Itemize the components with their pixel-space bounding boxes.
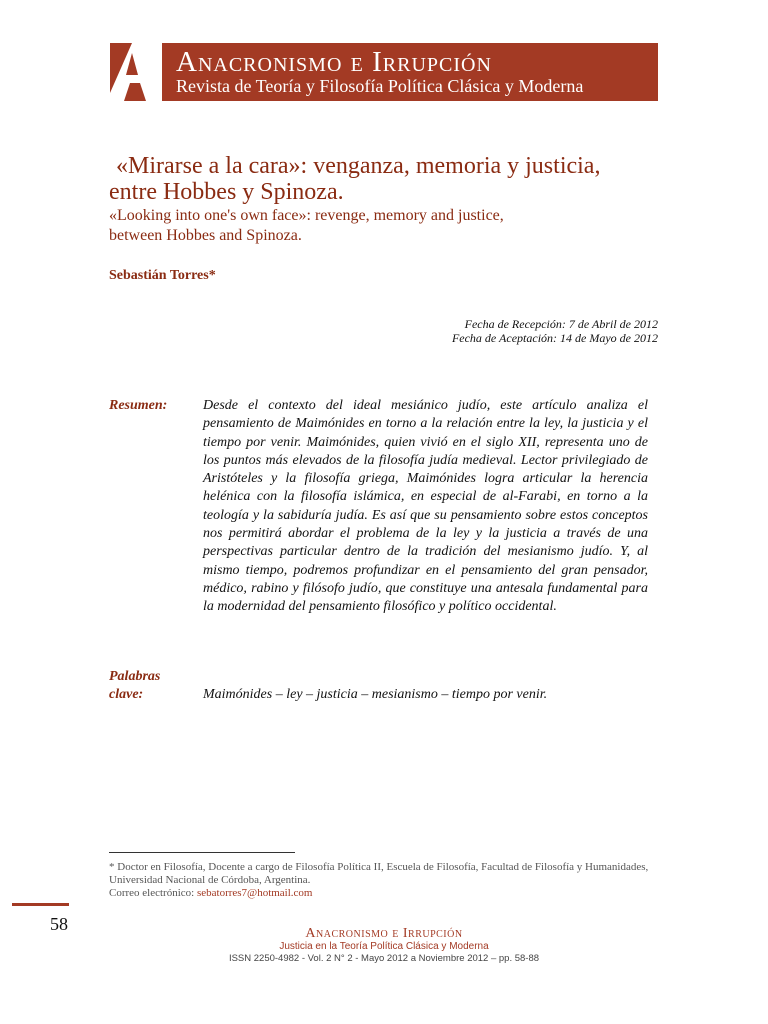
footnote-text: * Doctor en Filosofía, Docente a cargo de Filosofía Política II, Escuela de Filosofía, Facultad de Filosofía y Humanidades, Universidad Nacional de Córdoba, Argentina.	[109, 861, 649, 886]
title-es-line-1: «Mirarse a la cara»: venganza, memoria y justicia,	[116, 153, 601, 179]
article-title-english	[109, 206, 669, 246]
footer-issn: ISSN 2250-4982 - Vol. 2 N° 2 - Mayo 2012 a Noviembre 2012 – pp. 58-88	[228, 953, 540, 964]
logo-letter-a-graphic	[110, 43, 152, 101]
title-en-line-1: «Looking into one's own face»: revenge, memory and justice,	[109, 207, 504, 224]
journal-title: Anacronismo e Irrupción	[176, 46, 492, 78]
page-number-rule	[12, 903, 69, 906]
footer-journal-subtitle: Justicia en la Teoría Política Clásica y Moderna	[279, 941, 489, 952]
title-es-line-2: entre Hobbes y Spinoza.	[109, 179, 344, 205]
page-number: 58	[50, 914, 68, 934]
author-name: Sebastián Torres*	[109, 268, 216, 283]
footer-journal-title: Anacronismo e Irrupción	[305, 926, 463, 941]
title-en-line-2: between Hobbes and Spinoza.	[109, 227, 302, 244]
article-title-spanish	[109, 153, 669, 205]
keywords-label	[109, 668, 160, 704]
abstract-label: Resumen:	[109, 398, 168, 413]
keywords-text: Maimónides – ley – justicia – mesianismo – tiempo por venir.	[203, 687, 548, 702]
footnote-email-line	[109, 887, 664, 900]
email-label: Correo electrónico:	[109, 887, 197, 899]
journal-banner	[162, 43, 658, 101]
keywords-label-line-2: clave:	[109, 687, 144, 702]
article-dates	[452, 317, 658, 345]
accepted-date: Fecha de Aceptación: 14 de Mayo de 2012	[451, 331, 658, 345]
abstract-text: Desde el contexto del ideal mesiánico judío, este artículo analiza el pensamiento de Maimónides en torno a la relación entre la ley, la justicia y el tiempo por venir. Maimónides, quien vivió en el siglo XII, representa uno de los puntos más elevados de la filosofía judía medieval. Lector privilegiado de Aristóteles y la filosofía griega, Maimónides logra articular la herencia helénica con la filosofía islámica, en especial de al-Farabi, en torno a la teología y la sabiduría judía. Es así que su pensamiento sobre estos conceptos nos permitirá abordar el problema de la ley y la justicia a través de una perspectivas particular dentro de la tradición del mesianismo judío. Y, al mismo tiempo, podremos profundizar en el pensamiento del gran pensador, médico, rabino y filósofo judío, que constituye una antesala fundamental para la modernidad del pensamiento filosófico y político occidental.	[203, 398, 648, 615]
footnote-divider	[109, 852, 295, 853]
page-footer	[0, 926, 768, 965]
keywords-label-line-1: Palabras	[109, 669, 161, 684]
journal-subtitle: Revista de Teoría y Filosofía Política Clásica y Moderna	[176, 76, 584, 96]
received-date: Fecha de Recepción: 7 de Abril de 2012	[464, 317, 658, 331]
footnote	[109, 861, 664, 900]
email-link[interactable]: sebatorres7@hotmail.com	[196, 887, 313, 899]
journal-logo	[110, 43, 152, 101]
